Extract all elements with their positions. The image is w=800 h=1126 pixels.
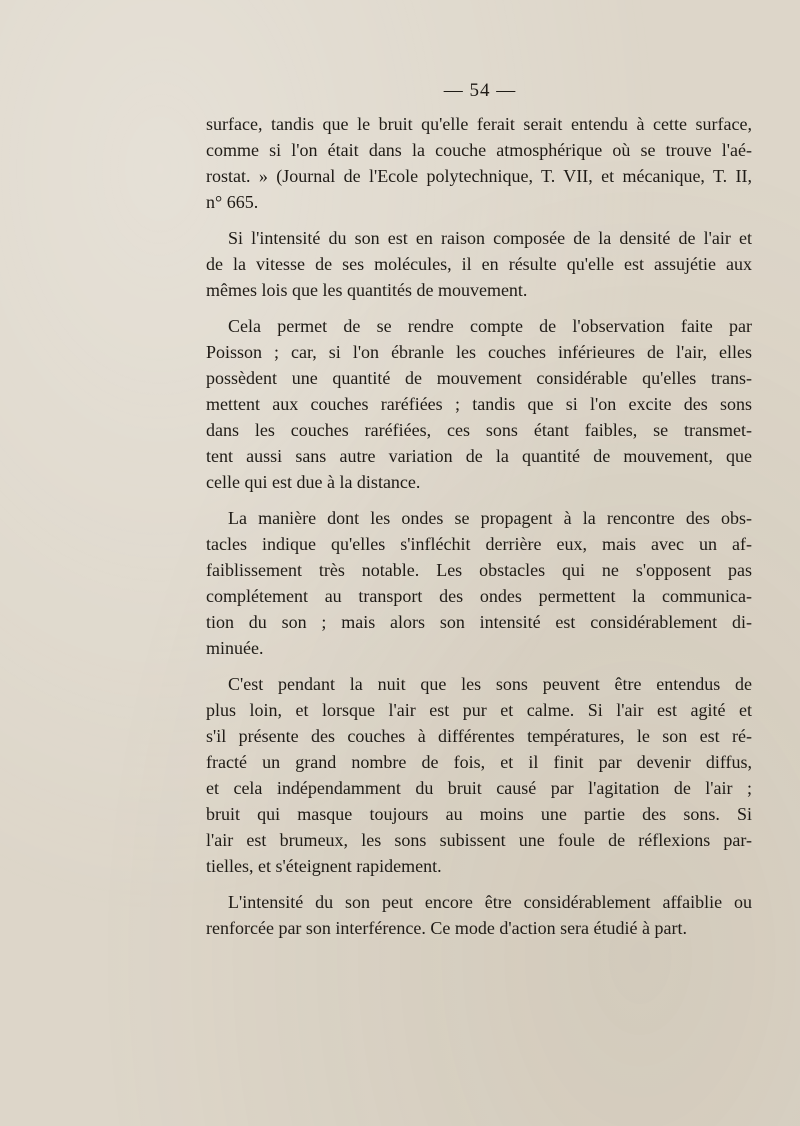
page-number: — 54 — [443, 80, 517, 101]
paragraph [206, 671, 752, 879]
text-line: renforcée par son interférence. Ce mode d'action sera étudié à part. [206, 918, 687, 938]
text-line: l'air est brumeux, les sons subissent une foule de réflexions par- [206, 830, 752, 850]
text-line: comme si l'on était dans la couche atmosphérique où se trouve l'aé- [206, 140, 752, 160]
text-line: La manière dont les ondes se propagent à la rencontre des obs- [228, 508, 752, 528]
text-line: fracté un grand nombre de fois, et il finit par devenir diffus, [206, 752, 752, 772]
paragraph [206, 225, 752, 303]
text-line: s'il présente des couches à différentes températures, le son est ré- [206, 726, 752, 746]
text-line: tion du son ; mais alors son intensité est considérablement di- [206, 612, 752, 632]
text-line: L'intensité du son peut encore être considérablement affaiblie ou [228, 892, 752, 912]
text-line: surface, tandis que le bruit qu'elle ferait serait entendu à cette surface, [206, 114, 752, 134]
text-line: plus loin, et lorsque l'air est pur et calme. Si l'air est agité et [206, 700, 752, 720]
text-line: celle qui est due à la distance. [206, 472, 421, 492]
text-line: tacles indique qu'elles s'infléchit derrière eux, mais avec un af- [206, 534, 752, 554]
text-line: possèdent une quantité de mouvement considérable qu'elles trans- [206, 368, 752, 388]
text-line: tielles, et s'éteignent rapidement. [206, 856, 442, 876]
text-line: bruit qui masque toujours au moins une partie des sons. Si [206, 804, 752, 824]
text-line: de la vitesse de ses molécules, il en résulte qu'elle est assujétie aux [206, 254, 752, 274]
text-line: Si l'intensité du son est en raison composée de la densité de l'air et [228, 228, 752, 248]
text-line: tent aussi sans autre variation de la quantité de mouvement, que [206, 446, 752, 466]
text-line: mêmes lois que les quantités de mouvement. [206, 280, 528, 300]
paragraph [206, 505, 752, 661]
paragraph [206, 889, 752, 941]
text-line: C'est pendant la nuit que les sons peuvent être entendus de [228, 674, 752, 694]
text-line: n° 665. [206, 192, 259, 212]
text-line: faiblissement très notable. Les obstacles qui ne s'opposent pas [206, 560, 752, 580]
paragraph [206, 313, 752, 495]
text-line: Poisson ; car, si l'on ébranle les couches inférieures de l'air, elles [206, 342, 752, 362]
text-line: rostat. » (Journal de l'Ecole polytechnique, T. VII, et mécanique, T. II, [206, 166, 752, 186]
text-line: mettent aux couches raréfiées ; tandis que si l'on excite des sons [206, 394, 752, 414]
text-line: complétement au transport des ondes permettent la communica- [206, 586, 752, 606]
body-text [206, 111, 752, 941]
text-line: Cela permet de se rendre compte de l'observation faite par [228, 316, 752, 336]
text-line: dans les couches raréfiées, ces sons étant faibles, se transmet- [206, 420, 752, 440]
text-line: et cela indépendamment du bruit causé par l'agitation de l'air ; [206, 778, 752, 798]
text-line: minuée. [206, 638, 264, 658]
paragraph-continuation [206, 111, 752, 215]
